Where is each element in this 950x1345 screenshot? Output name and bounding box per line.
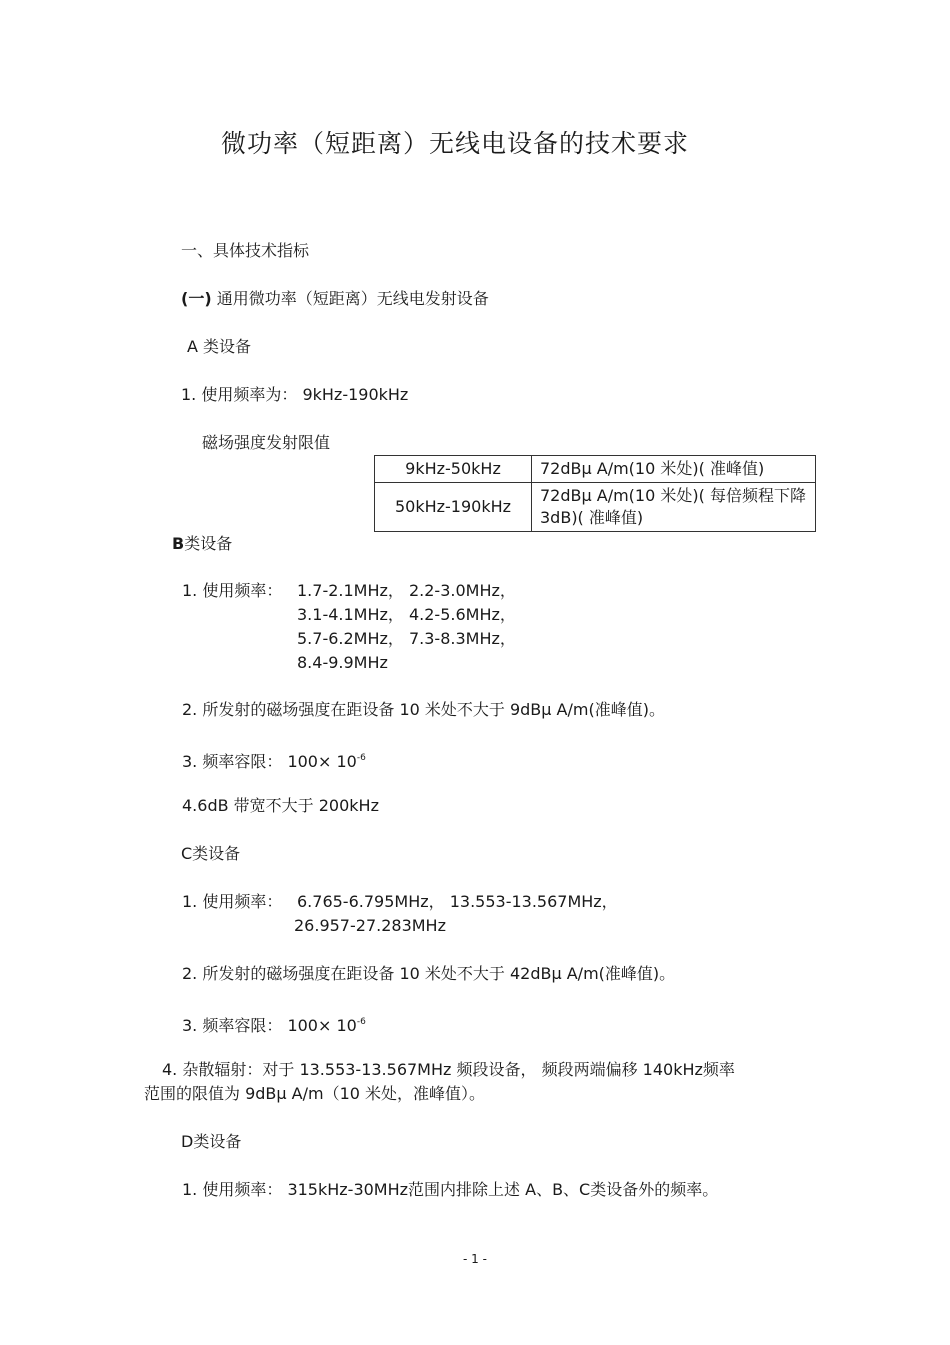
class-a-frequency: 1. 使用频率为： 9kHz-190kHz	[181, 385, 409, 404]
tolerance-text: 3. 频率容限： 100× 10	[182, 752, 357, 771]
class-b-frequency-line: 1.7-2.1MHz， 2.2-3.0MHz，	[297, 581, 516, 600]
class-c-tolerance	[182, 1012, 366, 1036]
page-number: - 1 -	[463, 1252, 487, 1266]
subsection-marker: (一)	[181, 289, 212, 308]
table-cell-frequency: 50kHz-190kHz	[375, 483, 532, 532]
class-c-frequency-label: 1. 使用频率：	[182, 892, 283, 911]
class-c-spurious-line2: 范围的限值为 9dBμ A/m（10 米处，准峰值）。	[144, 1084, 486, 1103]
class-c-frequency-line: 26.957-27.283MHz	[294, 916, 446, 935]
emission-limits-table	[374, 455, 816, 532]
class-d-frequency: 1. 使用频率： 315kHz-30MHz范围内排除上述 A、B、C类设备外的频率。	[182, 1180, 719, 1199]
class-c-field-strength: 2. 所发射的磁场强度在距设备 10 米处不大于 42dBμ A/m(准峰值)。	[182, 964, 676, 983]
subsection-heading	[181, 289, 489, 309]
table-caption: 磁场强度发射限值	[202, 433, 331, 452]
class-b-frequency-line: 5.7-6.2MHz， 7.3-8.3MHz，	[297, 629, 516, 648]
table-cell-limit: 72dBμ A/m(10 米处)( 准峰值)	[532, 456, 816, 483]
class-c-spurious-line1: 4. 杂散辐射：对于 13.553-13.567MHz 频段设备， 频段两端偏移 140kHz频率	[162, 1060, 735, 1079]
table-row	[375, 483, 816, 532]
class-b-field-strength: 2. 所发射的磁场强度在距设备 10 米处不大于 9dBμ A/m(准峰值)。	[182, 700, 665, 719]
tolerance-exponent: -6	[356, 753, 366, 763]
class-b-heading	[172, 534, 232, 554]
class-b-bandwidth: 4.6dB 带宽不大于 200kHz	[182, 796, 379, 815]
table-cell-limit: 72dBμ A/m(10 米处)( 每倍频程下降 3dB)( 准峰值)	[532, 483, 816, 532]
class-b-letter: B	[172, 534, 185, 553]
class-b-tolerance	[182, 748, 366, 772]
class-b-frequency-label: 1. 使用频率：	[182, 581, 283, 600]
class-b-frequency-line: 3.1-4.1MHz， 4.2-5.6MHz，	[297, 605, 516, 624]
class-c-frequency-line: 6.765-6.795MHz， 13.553-13.567MHz，	[297, 892, 618, 911]
document-title: 微功率（短距离）无线电设备的技术要求	[220, 129, 689, 158]
tolerance-text: 3. 频率容限： 100× 10	[182, 1016, 357, 1035]
table-row	[375, 456, 816, 483]
tolerance-exponent: -6	[356, 1017, 366, 1027]
class-a-heading: A 类设备	[187, 337, 252, 356]
table-cell-frequency: 9kHz-50kHz	[375, 456, 532, 483]
class-b-heading-text: 类设备	[184, 534, 233, 553]
class-d-heading: D类设备	[181, 1132, 242, 1151]
subsection-text: 通用微功率（短距离）无线电发射设备	[216, 289, 489, 308]
section-heading: 一、具体技术指标	[181, 241, 310, 260]
class-c-heading: C类设备	[181, 844, 241, 863]
class-b-frequency-line: 8.4-9.9MHz	[297, 653, 388, 672]
